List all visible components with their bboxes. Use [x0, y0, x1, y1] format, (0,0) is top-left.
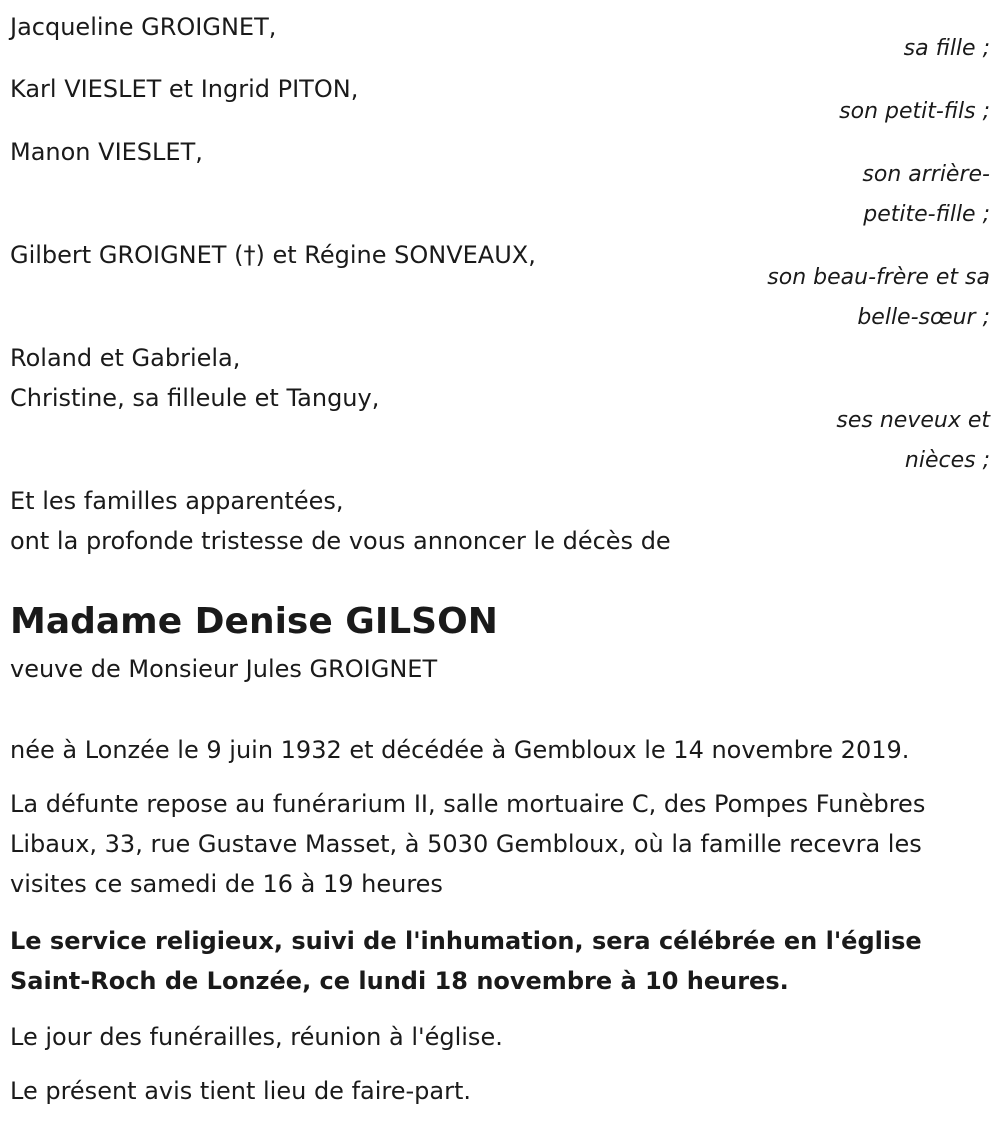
notice-paragraph: Le présent avis tient lieu de faire-part.: [10, 1077, 472, 1105]
deceased-name: Madame Denise GILSON: [10, 601, 498, 642]
family-member-name: Karl VIESLET et Ingrid PITON,: [10, 75, 359, 103]
family-member-relation: ses neveux et: [836, 408, 990, 433]
family-member-name: Jacqueline GROIGNET,: [10, 13, 277, 41]
meeting-paragraph: Le jour des funérailles, réunion à l'église.: [10, 1023, 503, 1051]
family-member-name: Gilbert GROIGNET (†) et Régine SONVEAUX,: [10, 241, 536, 269]
family-member-relation: son arrière-: [862, 162, 990, 187]
family-member-name: Manon VIESLET,: [10, 138, 203, 166]
visitation-paragraph: La défunte repose au funérarium II, salle mortuaire C, des Pompes Funèbres Libaux, 33, rue Gustave Masset, à 5030 Gembloux, où la famille recevra les visites ce samedi de 16 à 19 heures: [10, 790, 926, 898]
family-member-relation: nièces ;: [904, 448, 990, 473]
family-member-relation: sa fille ;: [903, 36, 990, 61]
deceased-subtitle: veuve de Monsieur Jules GROIGNET: [10, 655, 438, 683]
family-member-name: Roland et Gabriela,: [10, 344, 241, 372]
family-member-name: Christine, sa filleule et Tanguy,: [10, 384, 380, 412]
service-paragraph: Le service religieux, suivi de l'inhumation, sera célébrée en l'église Saint-Roch de Lonzée, ce lundi 18 novembre à 10 heures.: [10, 927, 922, 995]
family-member-relation: petite-fille ;: [863, 202, 990, 227]
announcement-line: ont la profonde tristesse de vous annoncer le décès de: [10, 527, 671, 555]
family-member-relation: son beau-frère et sa: [767, 265, 990, 290]
closing-line: Et les familles apparentées,: [10, 487, 344, 515]
family-member-relation: son petit-fils ;: [839, 99, 990, 124]
birth-death-paragraph: née à Lonzée le 9 juin 1932 et décédée à Gembloux le 14 novembre 2019.: [10, 736, 910, 764]
family-member-relation: belle-sœur ;: [857, 305, 990, 330]
